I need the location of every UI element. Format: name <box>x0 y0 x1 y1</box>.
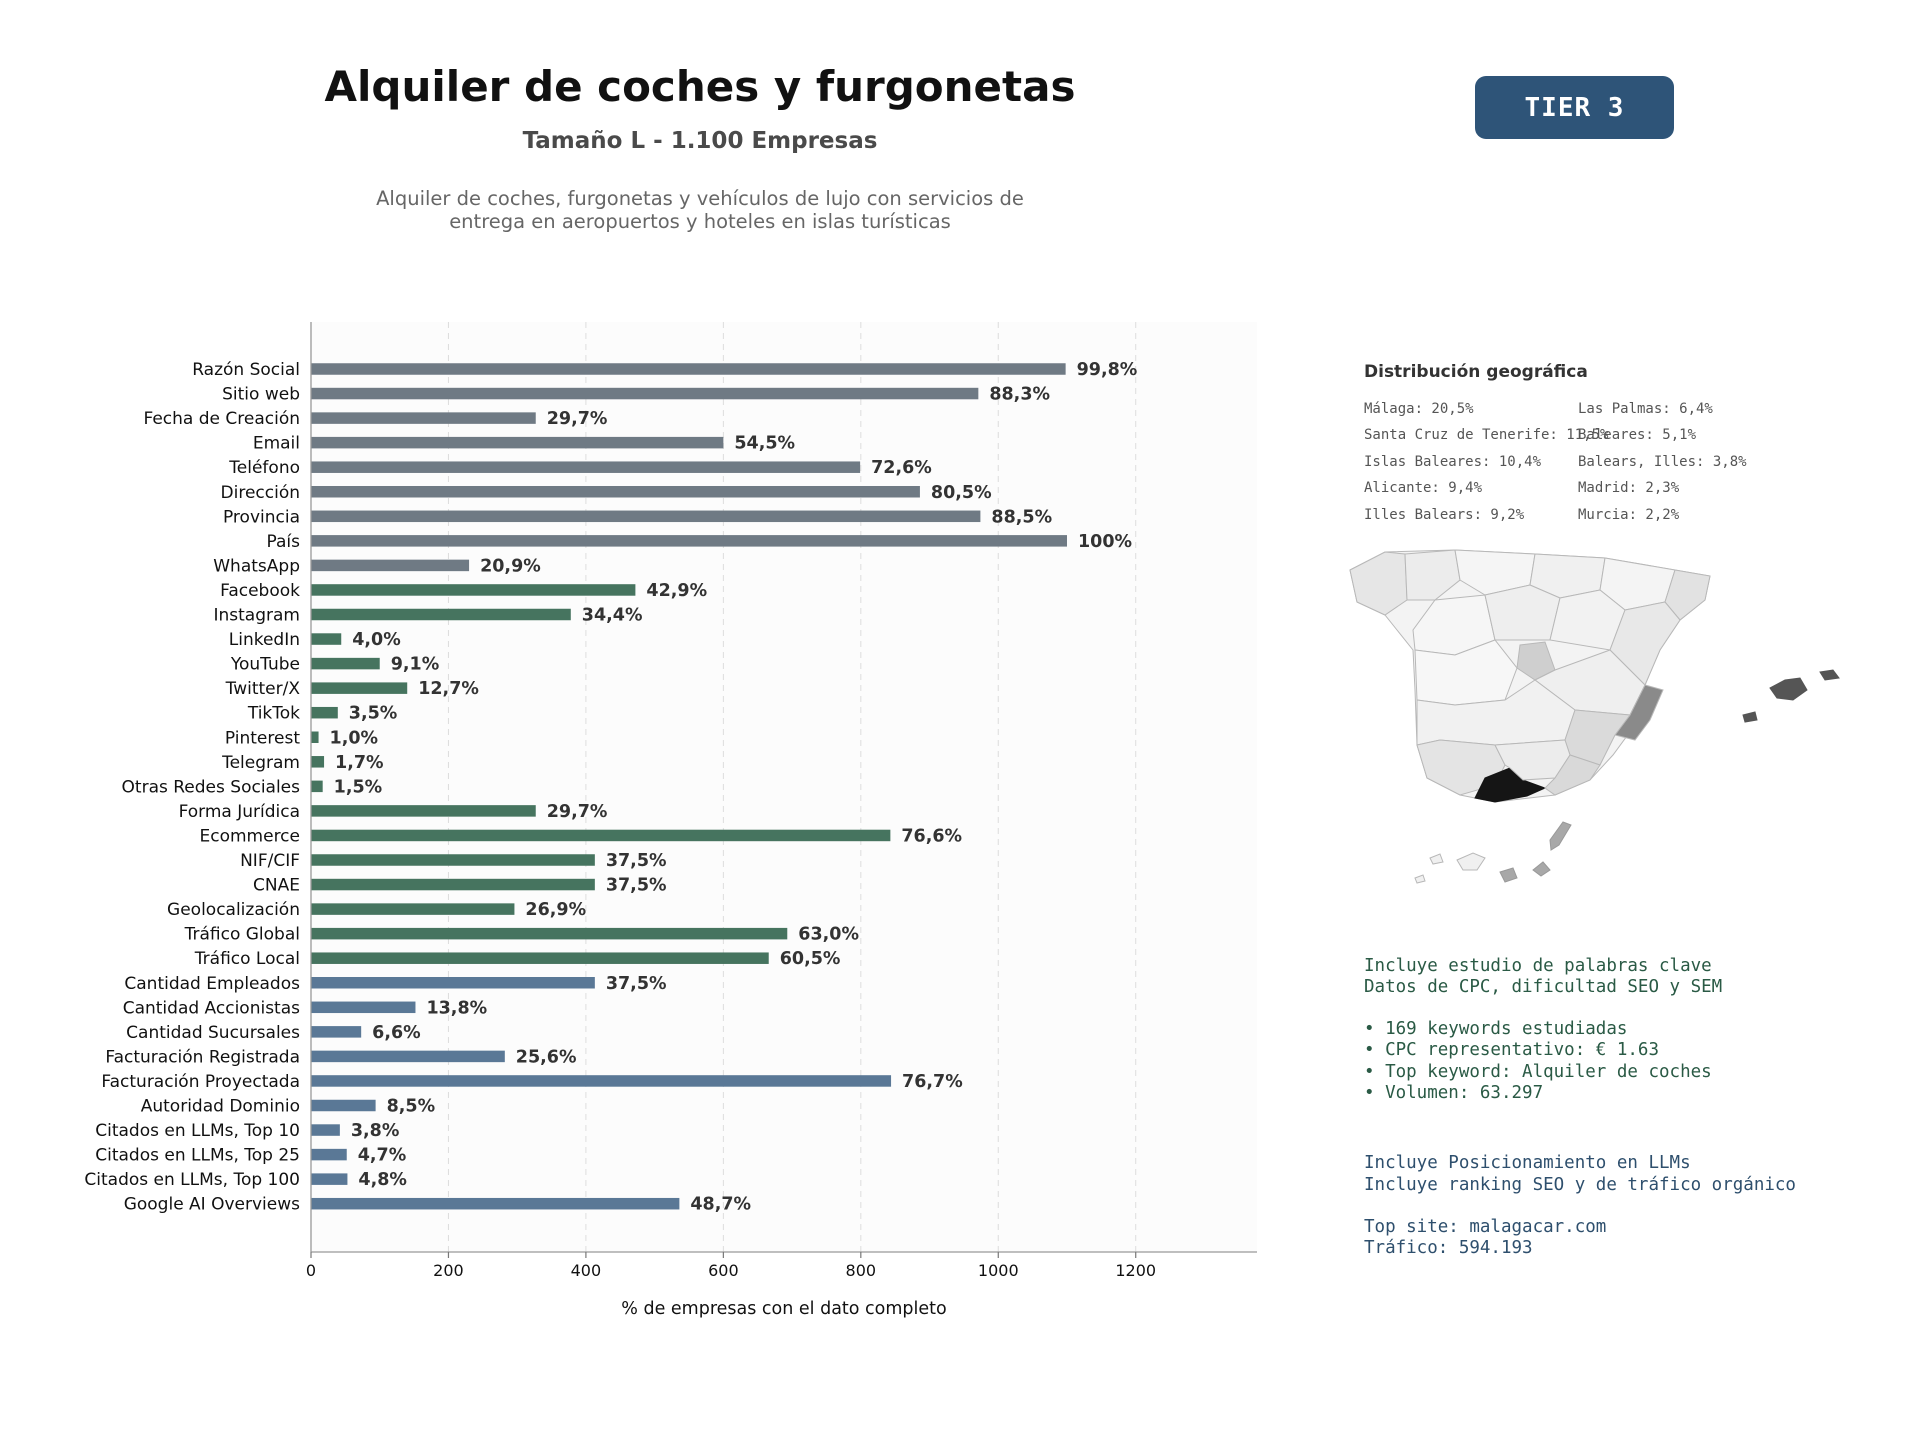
bar <box>311 756 324 768</box>
value-label: 42,9% <box>646 580 708 601</box>
value-label: 4,0% <box>352 630 401 651</box>
x-tick-label: 800 <box>845 1261 877 1280</box>
page-subtitle: Tamaño L - 1.100 Empresas <box>522 128 878 154</box>
map-region-canarias <box>1415 875 1425 883</box>
llm-line-1: Incluye Posicionamiento en LLMs <box>1364 1153 1691 1173</box>
x-tick-label: 0 <box>305 1261 317 1280</box>
bar <box>311 1075 891 1087</box>
value-label: 60,5% <box>779 949 841 970</box>
value-label: 29,7% <box>546 409 608 430</box>
keywords-line-2: Datos de CPC, dificultad SEO y SEM <box>1364 977 1723 997</box>
page-title: Alquiler de coches y furgonetas <box>324 62 1076 111</box>
category-label: Facturación Registrada <box>105 1047 300 1068</box>
tier-badge: TIER 3 <box>1475 76 1674 139</box>
geo-item: Las Palmas: 6,4% <box>1578 401 1713 417</box>
value-label: 48,7% <box>690 1194 752 1215</box>
value-label: 26,9% <box>525 900 587 921</box>
bar <box>311 805 536 817</box>
description-line-2: entrega en aeropuertos y hoteles en islas turísticas <box>449 210 951 233</box>
bar <box>311 511 980 523</box>
x-tick-label: 400 <box>570 1261 602 1280</box>
bar <box>311 658 380 670</box>
category-label: Cantidad Empleados <box>124 973 300 994</box>
geo-item: Alicante: 9,4% <box>1364 480 1483 496</box>
x-tick-label: 1000 <box>977 1261 1019 1280</box>
bar <box>311 388 978 400</box>
category-labels <box>84 360 300 1215</box>
map-region-las-palmas <box>1550 822 1571 850</box>
category-label: Fecha de Creación <box>143 409 300 430</box>
llm-line-2: Incluye ranking SEO y de tráfico orgánico <box>1364 1175 1796 1195</box>
value-label: 99,8% <box>1076 360 1138 380</box>
bar <box>311 1124 340 1136</box>
bar <box>311 781 323 793</box>
category-label: Citados en LLMs, Top 10 <box>95 1121 300 1142</box>
value-label: 37,5% <box>605 875 667 896</box>
bar <box>311 830 890 842</box>
category-label: WhatsApp <box>213 556 300 577</box>
category-label: Sitio web <box>222 384 300 405</box>
category-label: Tráfico Global <box>184 924 300 945</box>
value-label: 76,6% <box>901 826 963 847</box>
category-label: Telegram <box>222 752 300 773</box>
category-label: Facturación Proyectada <box>101 1071 300 1092</box>
value-label: 34,4% <box>581 605 643 626</box>
keywords-bullet: • Top keyword: Alquiler de coches <box>1364 1062 1712 1082</box>
value-label: 63,0% <box>798 924 859 945</box>
geo-item: Málaga: 20,5% <box>1364 401 1474 417</box>
category-label: TikTok <box>247 703 300 724</box>
map-region-las-palmas <box>1533 862 1550 876</box>
spain-choropleth-map <box>1345 540 1865 910</box>
value-label: 12,7% <box>418 679 479 700</box>
bar <box>311 903 514 915</box>
value-label: 4,8% <box>358 1170 407 1191</box>
bar <box>311 1002 415 1014</box>
category-label: Geolocalización <box>167 900 300 921</box>
category-label: Forma Jurídica <box>178 801 300 822</box>
bar <box>311 437 723 449</box>
value-label: 54,5% <box>734 433 796 454</box>
value-label: 3,5% <box>348 703 398 724</box>
value-label: 8,5% <box>386 1096 436 1117</box>
geo-item: Murcia: 2,2% <box>1578 507 1680 523</box>
category-label: Teléfono <box>229 458 300 479</box>
category-label: Provincia <box>222 507 300 528</box>
x-ticks <box>306 1252 1156 1280</box>
category-label: YouTube <box>230 654 300 675</box>
category-label: Otras Redes Sociales <box>121 777 300 798</box>
value-label: 88,5% <box>991 507 1053 528</box>
bar <box>311 486 920 498</box>
bar <box>311 633 341 645</box>
value-label: 37,5% <box>605 851 667 871</box>
category-label: País <box>266 531 300 552</box>
map-region-baleares <box>1770 678 1807 700</box>
map-region <box>1485 585 1560 640</box>
bar <box>311 977 595 989</box>
bar <box>311 363 1066 375</box>
category-label: Autoridad Dominio <box>140 1096 300 1117</box>
x-tick-label: 200 <box>433 1261 464 1280</box>
map-region <box>1350 552 1407 615</box>
map-region-tenerife <box>1500 868 1517 882</box>
value-label: 80,5% <box>930 482 992 503</box>
value-label: 76,7% <box>902 1071 963 1092</box>
top-site: Top site: malagacar.com <box>1364 1217 1607 1237</box>
category-label: Tráfico Local <box>194 949 300 970</box>
x-axis-label: % de empresas con el dato completo <box>621 1299 947 1319</box>
category-label: Ecommerce <box>199 826 300 847</box>
map-region-canarias <box>1430 854 1443 864</box>
category-label: Email <box>252 433 300 454</box>
value-label: 29,7% <box>546 801 608 822</box>
bar <box>311 1100 376 1112</box>
keywords-bullet: • Volumen: 63.297 <box>1364 1083 1544 1103</box>
value-label: 9,1% <box>390 654 440 675</box>
category-label: NIF/CIF <box>240 851 300 871</box>
bar <box>311 1026 361 1038</box>
category-label: LinkedIn <box>228 630 300 651</box>
value-label: 1,0% <box>329 728 379 749</box>
category-label: Citados en LLMs, Top 25 <box>95 1145 300 1166</box>
bar <box>311 732 319 744</box>
bar <box>311 609 571 621</box>
map-region-baleares <box>1743 712 1757 722</box>
value-label: 25,6% <box>515 1047 577 1068</box>
value-label: 4,7% <box>357 1145 407 1166</box>
geo-item: Baleares: 5,1% <box>1578 427 1697 443</box>
category-label: Citados en LLMs, Top 100 <box>84 1170 300 1191</box>
bar <box>311 1198 679 1210</box>
bar <box>311 682 407 694</box>
value-label: 37,5% <box>605 973 667 994</box>
category-label: Cantidad Sucursales <box>126 1022 300 1043</box>
x-tick-label: 1200 <box>1115 1261 1157 1280</box>
bar <box>311 535 1067 547</box>
geo-item: Balears, Illes: 3,8% <box>1578 454 1747 470</box>
geo-item: Santa Cruz de Tenerife: 11,5% <box>1364 427 1609 443</box>
map-region-canarias <box>1457 853 1485 870</box>
bar <box>311 584 635 596</box>
value-label: 20,9% <box>480 556 541 577</box>
keywords-bullet: • CPC representativo: € 1.63 <box>1364 1040 1660 1060</box>
geo-item: Madrid: 2,3% <box>1578 480 1680 496</box>
geo-item: Islas Baleares: 10,4% <box>1364 454 1542 470</box>
category-label: Google AI Overviews <box>123 1194 300 1215</box>
x-tick-label: 600 <box>708 1261 739 1280</box>
value-label: 1,5% <box>333 777 383 798</box>
bar <box>311 707 338 719</box>
category-label: Cantidad Accionistas <box>122 998 300 1019</box>
category-label: Razón Social <box>192 360 300 380</box>
top-site-traffic: Tráfico: 594.193 <box>1364 1238 1533 1258</box>
bar <box>311 1149 347 1161</box>
geo-item: Illes Balears: 9,2% <box>1364 507 1525 523</box>
keywords-line-1: Incluye estudio de palabras clave <box>1364 956 1712 976</box>
value-label: 3,8% <box>350 1121 400 1142</box>
description-line-1: Alquiler de coches, furgonetas y vehículos de lujo con servicios de <box>376 187 1024 210</box>
bar <box>311 560 469 572</box>
category-label: Instagram <box>213 605 300 626</box>
category-label: Twitter/X <box>225 679 300 700</box>
bar <box>311 1173 347 1185</box>
value-label: 100% <box>1078 531 1133 552</box>
category-label: Pinterest <box>224 728 300 749</box>
value-label: 6,6% <box>372 1022 421 1043</box>
bar <box>311 461 860 473</box>
value-label: 72,6% <box>871 458 932 479</box>
bar <box>311 854 595 866</box>
value-label: 1,7% <box>335 752 384 773</box>
value-label: 88,3% <box>989 384 1051 405</box>
value-label: 13,8% <box>426 998 488 1019</box>
bar <box>311 879 595 891</box>
bar <box>311 928 787 940</box>
category-label: CNAE <box>253 875 300 896</box>
bar <box>311 412 536 424</box>
category-label: Facebook <box>220 580 300 601</box>
keywords-bullet: • 169 keywords estudiadas <box>1364 1019 1628 1039</box>
bar <box>311 952 769 964</box>
map-region-baleares <box>1820 670 1839 680</box>
geo-title: Distribución geográfica <box>1364 362 1588 382</box>
category-label: Dirección <box>220 482 300 503</box>
bar <box>311 1051 505 1063</box>
